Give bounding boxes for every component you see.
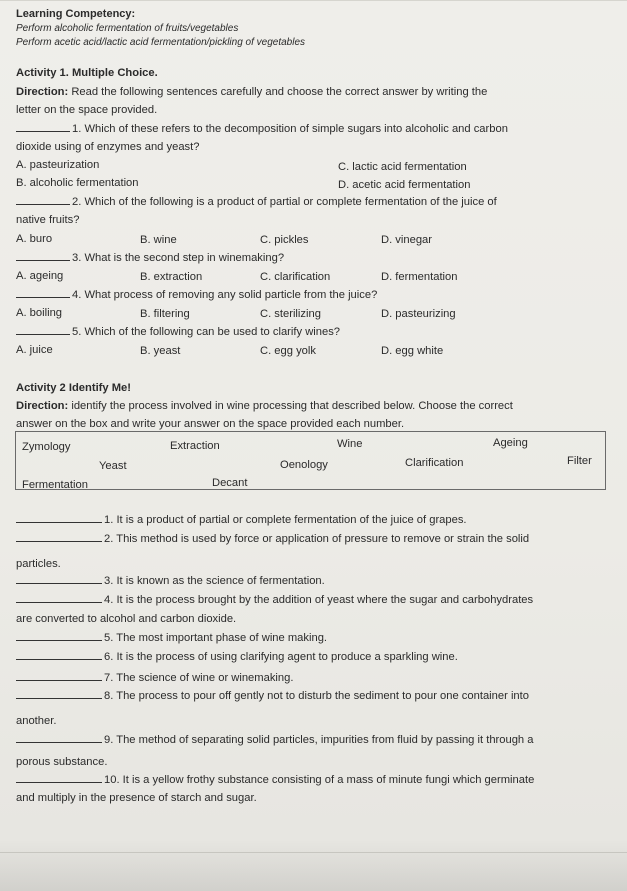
page-top-edge bbox=[0, 0, 627, 1]
choice: A. pasteurization bbox=[16, 159, 100, 171]
answer-blank[interactable] bbox=[16, 333, 70, 335]
word-option: Filter bbox=[567, 455, 592, 467]
item-text: 7. The science of wine or winemaking. bbox=[104, 672, 294, 684]
choice: B. extraction bbox=[140, 271, 203, 283]
item-text: 4. It is the process brought by the addition of yeast where the sugar and carbohydrates bbox=[104, 594, 534, 606]
identify-item-5 bbox=[16, 632, 327, 644]
activity1-direction bbox=[16, 86, 487, 98]
choice: A. boiling bbox=[16, 307, 63, 319]
choice: D. acetic acid fermentation bbox=[338, 179, 471, 191]
identify-item-8-cont: another. bbox=[16, 715, 57, 727]
question-1-cont: dioxide using of enzymes and yeast? bbox=[16, 141, 200, 153]
direction-label: Direction: bbox=[16, 400, 69, 412]
answer-blank[interactable] bbox=[16, 658, 102, 660]
identify-item-10-cont: and multiply in the presence of starch and sugar. bbox=[16, 792, 257, 804]
question-3 bbox=[16, 252, 284, 264]
question-5 bbox=[16, 326, 340, 338]
item-text: 5. The most important phase of wine making. bbox=[104, 632, 328, 644]
answer-blank[interactable] bbox=[16, 130, 70, 132]
identify-item-7 bbox=[16, 672, 293, 684]
choice: C. sterilizing bbox=[260, 308, 321, 320]
direction-text: identify the process involved in wine processing that described below. Choose the correct bbox=[68, 400, 513, 412]
item-text: 2. This method is used by force or application of pressure to remove or strain the solid bbox=[104, 533, 530, 545]
activity1-title: Activity 1. Multiple Choice. bbox=[16, 67, 158, 79]
answer-blank[interactable] bbox=[16, 296, 70, 298]
answer-blank[interactable] bbox=[16, 540, 102, 542]
competency-item: Perform alcoholic fermentation of fruits/vegetables bbox=[16, 23, 239, 34]
identify-item-4 bbox=[16, 594, 533, 606]
question-2 bbox=[16, 196, 497, 208]
item-text: 1. It is a product of partial or complete fermentation of the juice of grapes. bbox=[104, 514, 467, 526]
item-text: 10. It is a yellow frothy substance consisting of a mass of minute fungi which germinate bbox=[104, 774, 535, 786]
choice: C. egg yolk bbox=[260, 345, 316, 357]
identify-item-4-cont: are converted to alcohol and carbon dioxide. bbox=[16, 613, 237, 625]
identify-item-3 bbox=[16, 575, 325, 587]
answer-blank[interactable] bbox=[16, 697, 102, 699]
choice: D. vinegar bbox=[381, 234, 432, 246]
choice: B. yeast bbox=[140, 345, 181, 357]
learning-competency-title: Learning Competency: bbox=[16, 8, 136, 20]
answer-blank[interactable] bbox=[16, 679, 102, 681]
page-bottom-shading bbox=[0, 840, 627, 891]
activity1-direction-cont: letter on the space provided. bbox=[16, 104, 158, 116]
word-box bbox=[15, 431, 606, 490]
answer-blank[interactable] bbox=[16, 203, 70, 205]
choice: B. wine bbox=[140, 234, 177, 246]
choice: C. clarification bbox=[260, 271, 331, 283]
word-option: Clarification bbox=[405, 457, 464, 469]
question-1 bbox=[16, 123, 508, 135]
identify-item-1 bbox=[16, 514, 467, 526]
choice: C. pickles bbox=[260, 234, 309, 246]
choice: C. lactic acid fermentation bbox=[338, 161, 467, 173]
page-fold-line bbox=[0, 852, 627, 853]
choice: D. egg white bbox=[381, 345, 444, 357]
word-option: Fermentation bbox=[22, 479, 88, 491]
item-text: 8. The process to pour off gently not to disturb the sediment to pour one container into bbox=[104, 690, 529, 702]
answer-blank[interactable] bbox=[16, 781, 102, 783]
word-option: Extraction bbox=[170, 440, 220, 452]
question-text: 3. What is the second step in winemaking? bbox=[72, 252, 285, 264]
word-option: Oenology bbox=[280, 459, 328, 471]
choice: B. filtering bbox=[140, 308, 190, 320]
competency-item: Perform acetic acid/lactic acid fermentation/pickling of vegetables bbox=[16, 37, 306, 48]
answer-blank[interactable] bbox=[16, 521, 102, 523]
identify-item-9-cont: porous substance. bbox=[16, 756, 108, 768]
answer-blank[interactable] bbox=[16, 259, 70, 261]
question-text: 2. Which of the following is a product of partial or complete fermentation of the juice of bbox=[72, 196, 497, 208]
choice: D. fermentation bbox=[381, 271, 458, 283]
answer-blank[interactable] bbox=[16, 582, 102, 584]
activity2-direction-cont: answer on the box and write your answer on the space provided each number. bbox=[16, 418, 405, 430]
identify-item-2 bbox=[16, 533, 529, 545]
word-option: Ageing bbox=[493, 437, 528, 449]
identify-item-9 bbox=[16, 734, 534, 746]
choice: B. alcoholic fermentation bbox=[16, 177, 139, 189]
answer-blank[interactable] bbox=[16, 741, 102, 743]
identify-item-10 bbox=[16, 774, 534, 786]
answer-blank[interactable] bbox=[16, 639, 102, 641]
item-text: 3. It is known as the science of fermentation. bbox=[104, 575, 325, 587]
word-option: Decant bbox=[212, 477, 248, 489]
word-option: Zymology bbox=[22, 441, 71, 453]
choice: D. pasteurizing bbox=[381, 308, 456, 320]
answer-blank[interactable] bbox=[16, 601, 102, 603]
question-2-cont: native fruits? bbox=[16, 214, 80, 226]
direction-label: Direction: bbox=[16, 86, 69, 98]
direction-text: Read the following sentences carefully and choose the correct answer by writing the bbox=[68, 86, 488, 98]
item-text: 6. It is the process of using clarifying agent to produce a sparkling wine. bbox=[104, 651, 458, 663]
word-option: Yeast bbox=[99, 460, 127, 472]
choice: A. juice bbox=[16, 344, 53, 356]
item-text: 9. The method of separating solid particles, impurities from fluid by passing it through a bbox=[104, 734, 534, 746]
identify-item-2-cont: particles. bbox=[16, 558, 61, 570]
activity2-title: Activity 2 Identify Me! bbox=[16, 382, 132, 394]
activity2-direction bbox=[16, 400, 513, 412]
identify-item-8 bbox=[16, 690, 529, 702]
question-4 bbox=[16, 289, 377, 301]
word-option: Wine bbox=[337, 438, 363, 450]
choice: A. ageing bbox=[16, 270, 64, 282]
question-text: 1. Which of these refers to the decomposition of simple sugars into alcoholic and carbon bbox=[72, 123, 508, 135]
identify-item-6 bbox=[16, 651, 458, 663]
choice: A. buro bbox=[16, 233, 53, 245]
question-text: 5. Which of the following can be used to clarify wines? bbox=[72, 326, 341, 338]
question-text: 4. What process of removing any solid particle from the juice? bbox=[72, 289, 378, 301]
